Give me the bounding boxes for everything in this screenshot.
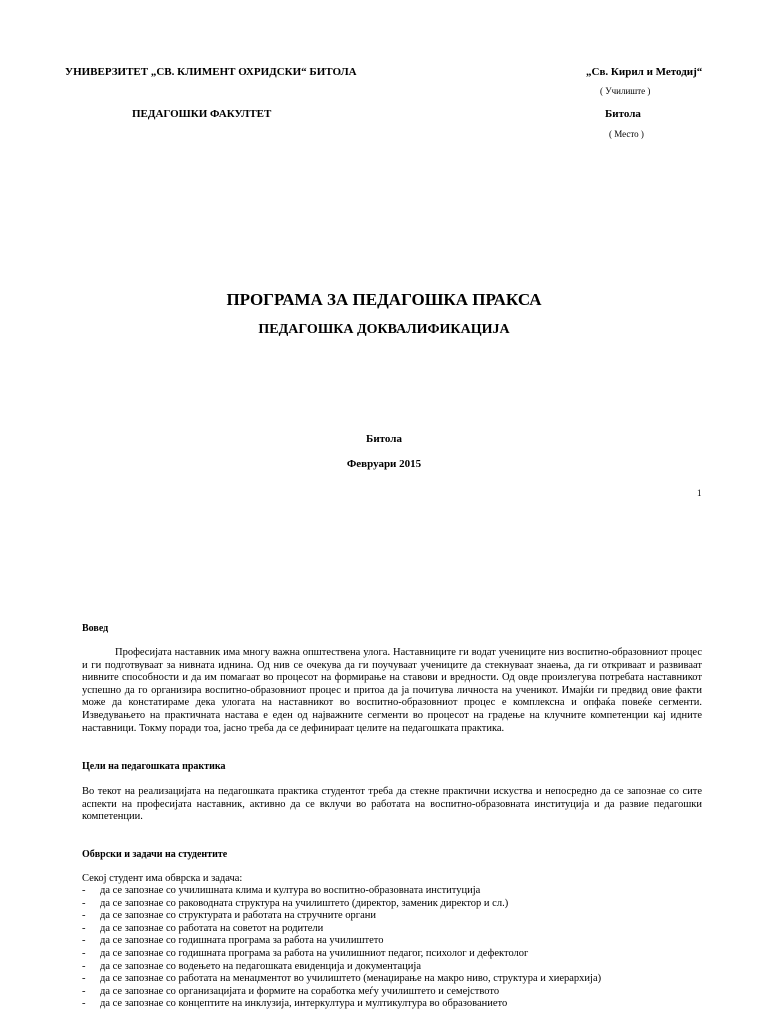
bullet-dash: - xyxy=(82,935,86,947)
bullet-dash: - xyxy=(82,910,86,922)
list-item xyxy=(82,885,722,898)
list-item-text: да се запознае со годишната програма за работа на училишниот педагог, психолог и дефектолог xyxy=(100,947,529,959)
goals-heading: Цели на педагошката практика xyxy=(82,761,226,772)
goals-paragraph: Во текот на реализацијата на педагошката практика студентот треба да стекне практични искуства и непосредно да се запознае со сите аспекти на професијата наставник, активно да се вклучи во работата на воспитно-образовната институција и да развие педагошки компетенции. xyxy=(82,786,702,823)
list-item xyxy=(82,923,722,936)
list-item xyxy=(82,961,722,974)
list-item xyxy=(82,986,722,999)
list-item-text: да се запознае со структурата и работата на стручните органи xyxy=(100,910,376,922)
school-name: „Св. Кирил и Методиј“ xyxy=(586,66,703,78)
school-caption: ( Училиште ) xyxy=(600,86,651,96)
list-item-text: да се запознае со работата на советот на родители xyxy=(100,922,324,934)
place-caption: ( Место ) xyxy=(609,129,644,139)
faculty-name: ПЕДАГОШКИ ФАКУЛТЕТ xyxy=(132,108,272,120)
page-number: 1 xyxy=(697,488,702,498)
list-item-text: да се запознае со училишната клима и култура во воспитно-образовната институција xyxy=(100,885,481,896)
bullet-dash: - xyxy=(82,947,86,959)
intro-paragraph: Професијата наставник има многу важна општествена улога. Наставниците ги водат учениците низ воспитно-образовниот процес и ги подготвуваат за нивната иднина. Од нив се очекува да ги поучуваат учениците да стекнуваат знаења, да ги откриваат и развиваат нивните способности и да им помагаат во процесот на формирање на ставови и вредности. Од овде произлегува потребата наставникот успешно да го организира воспитно-образовниот процес и притоа да ја почитува личноста на ученикот. Имајќи ги предвид овие факти може да констатираме дека улогата на наставникот во воспитно-образовниот процес е комплексна и опфаќа повеќе сегменти. Изведувањето на практичната настава е еден од најважните сегменти во процесот на градење на клучните компетенции кај идните наставници. Токму поради тоа, јасно треба да се дефинираат целите на педагошката практика. xyxy=(82,647,702,734)
list-item xyxy=(82,898,722,911)
date-label: Февруари 2015 xyxy=(346,458,422,470)
duties-intro: Секој студент има обврска и задача: xyxy=(82,873,243,884)
duties-list xyxy=(82,885,722,1011)
main-title: ПРОГРАМА ЗА ПЕДАГОШКА ПРАКСА xyxy=(226,290,542,309)
duties-heading: Обврски и задачи на студентите xyxy=(82,849,228,860)
list-item-text: да се запознае со раководната структура на училиштето (директор, заменик директор и сл.) xyxy=(100,897,509,909)
list-item-text: да се запознае со концептите на инклузија, интеркултура и мултикултура во образованието xyxy=(100,998,508,1010)
list-item xyxy=(82,935,722,948)
sub-title: ПЕДАГОШКА ДОКВАЛИФИКАЦИЈА xyxy=(258,322,510,337)
bullet-dash: - xyxy=(82,897,86,909)
bullet-dash: - xyxy=(82,960,86,972)
list-item-text: да се запознае со организацијата и формите на соработка меѓу училиштето и семејството xyxy=(100,985,500,997)
list-item-text: да се запознае со годишната програма за работа на училиштето xyxy=(100,935,384,947)
intro-heading: Вовед xyxy=(82,623,109,634)
bullet-dash: - xyxy=(82,998,86,1010)
bullet-dash: - xyxy=(82,922,86,934)
bullet-dash: - xyxy=(82,985,86,997)
list-item-text: да се запознае со работата на менаџментот во училиштето (менаџирање на макро ниво, структура и хиерархија) xyxy=(100,973,602,985)
bullet-dash: - xyxy=(82,885,86,896)
list-item-text: да се запознае со водењето на педагошката евиденција и документација xyxy=(100,960,421,972)
list-item xyxy=(82,910,722,923)
list-item xyxy=(82,998,722,1011)
bullet-dash: - xyxy=(82,973,86,985)
city-label: Битола xyxy=(366,433,402,445)
university-name: УНИВЕРЗИТЕТ „СВ. КЛИМЕНТ ОХРИДСКИ“ БИТОЛА xyxy=(65,66,357,78)
list-item xyxy=(82,973,722,986)
list-item xyxy=(82,948,722,961)
place-name: Битола xyxy=(605,108,641,120)
